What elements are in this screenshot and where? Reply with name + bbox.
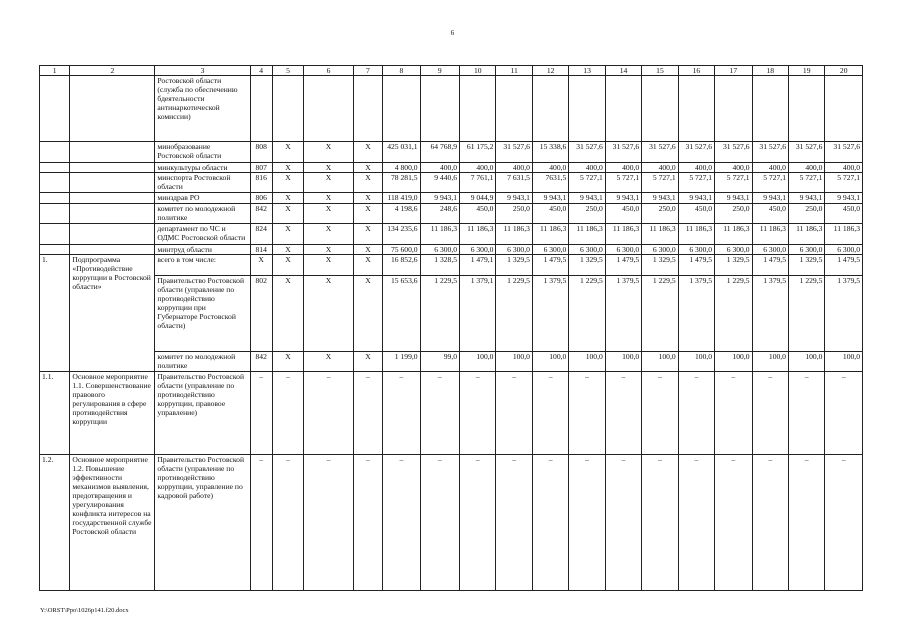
value-cell: 1 329,5	[715, 255, 752, 276]
value-cell: 9 943,1	[678, 193, 714, 204]
value-cell: 11 186,3	[605, 224, 641, 245]
value-cell: 61 175,2	[460, 142, 496, 163]
value-cell: X	[272, 352, 303, 372]
value-cell: 6 300,0	[752, 245, 788, 255]
value-cell: –	[460, 372, 496, 455]
value-cell: 9 943,1	[569, 193, 605, 204]
value-cell: 1 379,5	[752, 276, 788, 352]
value-cell: 7 761,1	[460, 173, 496, 193]
table-row	[40, 193, 863, 204]
value-cell: X	[304, 352, 354, 372]
value-cell: –	[788, 372, 824, 455]
value-cell: 100,0	[496, 352, 532, 372]
value-cell: X	[250, 255, 272, 276]
number-cell	[40, 245, 70, 255]
value-cell: X	[272, 173, 303, 193]
number-cell	[40, 142, 70, 163]
number-cell: 1.	[40, 255, 70, 372]
value-cell: X	[272, 163, 303, 173]
column-number-cell: 8	[383, 66, 420, 76]
value-cell: 450,0	[605, 204, 641, 224]
value-cell: 1 329,5	[496, 255, 532, 276]
value-cell: 134 235,6	[383, 224, 420, 245]
program-cell	[70, 245, 155, 255]
value-cell: 11 186,3	[825, 224, 863, 245]
table-row	[40, 245, 863, 255]
value-cell	[383, 76, 420, 142]
executor-cell: минздрав РО	[155, 193, 250, 204]
executor-cell: комитет по молодежной политике	[155, 352, 250, 372]
value-cell: X	[353, 204, 382, 224]
value-cell: –	[420, 455, 459, 591]
program-cell	[70, 142, 155, 163]
value-cell: 31 527,6	[715, 142, 752, 163]
number-cell: 1.2.	[40, 455, 70, 591]
value-cell: 814	[250, 245, 272, 255]
value-cell: X	[353, 163, 382, 173]
executor-cell: Правительство Ростовской области (управление по противодействию коррупции при Губернаторе Ростовской области)	[155, 276, 250, 352]
value-cell: 7631,5	[532, 173, 568, 193]
value-cell: –	[569, 372, 605, 455]
value-cell: 1 479,5	[825, 255, 863, 276]
value-cell: –	[383, 372, 420, 455]
column-number-cell: 2	[70, 66, 155, 76]
value-cell: –	[752, 372, 788, 455]
value-cell	[642, 76, 678, 142]
column-number-cell: 18	[752, 66, 788, 76]
value-cell: –	[678, 372, 714, 455]
executor-cell: минтруд области	[155, 245, 250, 255]
value-cell: –	[569, 455, 605, 591]
column-number-cell: 13	[569, 66, 605, 76]
table-row	[40, 372, 863, 455]
value-cell: 250,0	[642, 204, 678, 224]
value-cell: X	[353, 193, 382, 204]
value-cell: 1 479,5	[678, 255, 714, 276]
value-cell: 824	[250, 224, 272, 245]
value-cell: –	[752, 455, 788, 591]
value-cell: 9 440,6	[420, 173, 459, 193]
value-cell: X	[353, 245, 382, 255]
value-cell: 1 229,5	[715, 276, 752, 352]
table-row	[40, 255, 863, 276]
number-cell	[40, 193, 70, 204]
value-cell: 1 229,5	[569, 276, 605, 352]
value-cell: 1 379,1	[460, 276, 496, 352]
executor-cell: Ростовской области (служба по обеспечению бдеятельности антинаркотической комиссии)	[155, 76, 250, 142]
value-cell: X	[353, 224, 382, 245]
value-cell: –	[353, 455, 382, 591]
value-cell: 11 186,3	[532, 224, 568, 245]
value-cell: 9 943,1	[420, 193, 459, 204]
value-cell: –	[272, 372, 303, 455]
value-cell: 5 727,1	[678, 173, 714, 193]
value-cell	[420, 76, 459, 142]
value-cell: 6 300,0	[715, 245, 752, 255]
number-cell	[40, 163, 70, 173]
value-cell: X	[304, 163, 354, 173]
value-cell: X	[304, 142, 354, 163]
value-cell: 6 300,0	[825, 245, 863, 255]
value-cell: 450,0	[752, 204, 788, 224]
value-cell: –	[496, 455, 532, 591]
executor-cell: департамент по ЧС и ОДМС Ростовской области	[155, 224, 250, 245]
value-cell: 6 300,0	[642, 245, 678, 255]
value-cell: 5 727,1	[752, 173, 788, 193]
value-cell: 1 379,5	[825, 276, 863, 352]
program-cell: Основное мероприятие 1.2. Повышение эффективности механизмов выявления, предотвращения и урегулирования конфликта интересов на государственной службе Ростовской области	[70, 455, 155, 591]
value-cell: 15 653,6	[383, 276, 420, 352]
value-cell: 11 186,3	[788, 224, 824, 245]
value-cell: 100,0	[678, 352, 714, 372]
value-cell: 11 186,3	[752, 224, 788, 245]
value-cell: 1 329,5	[569, 255, 605, 276]
value-cell: 6 300,0	[460, 245, 496, 255]
value-cell: X	[353, 276, 382, 352]
number-cell	[40, 204, 70, 224]
value-cell: 248,6	[420, 204, 459, 224]
column-number-cell: 4	[250, 66, 272, 76]
value-cell: 6 300,0	[788, 245, 824, 255]
column-number-cell: 14	[605, 66, 641, 76]
value-cell: 31 527,6	[605, 142, 641, 163]
value-cell: 1 229,5	[496, 276, 532, 352]
value-cell: 806	[250, 193, 272, 204]
value-cell	[460, 76, 496, 142]
value-cell: –	[715, 455, 752, 591]
value-cell: X	[304, 255, 354, 276]
page-number: 6	[450, 29, 455, 37]
value-cell: –	[272, 455, 303, 591]
value-cell: 5 727,1	[788, 173, 824, 193]
value-cell: 5 727,1	[569, 173, 605, 193]
value-cell: 11 186,3	[715, 224, 752, 245]
value-cell: X	[304, 193, 354, 204]
value-cell: –	[715, 372, 752, 455]
file-path: Y:\ORST\Ppo\1026p141.f20.docx	[40, 607, 129, 614]
value-cell: 78 281,5	[383, 173, 420, 193]
value-cell: –	[605, 455, 641, 591]
value-cell: 100,0	[715, 352, 752, 372]
value-cell: 9 943,1	[642, 193, 678, 204]
value-cell: 802	[250, 276, 272, 352]
value-cell: 400,0	[788, 163, 824, 173]
program-cell	[70, 193, 155, 204]
executor-cell: всего в том числе:	[155, 255, 250, 276]
value-cell: 9 943,1	[496, 193, 532, 204]
column-number-cell: 15	[642, 66, 678, 76]
value-cell	[825, 76, 863, 142]
value-cell: 100,0	[532, 352, 568, 372]
value-cell: 9 943,1	[788, 193, 824, 204]
value-cell: 100,0	[752, 352, 788, 372]
number-cell	[40, 76, 70, 142]
value-cell: 6 300,0	[678, 245, 714, 255]
value-cell: –	[642, 372, 678, 455]
program-cell	[70, 163, 155, 173]
value-cell: 400,0	[642, 163, 678, 173]
value-cell: 400,0	[752, 163, 788, 173]
value-cell	[272, 76, 303, 142]
column-number-cell: 1	[40, 66, 70, 76]
value-cell: X	[272, 204, 303, 224]
value-cell: X	[304, 224, 354, 245]
column-number-cell: 3	[155, 66, 250, 76]
value-cell: 450,0	[532, 204, 568, 224]
value-cell: 250,0	[569, 204, 605, 224]
value-cell: X	[304, 204, 354, 224]
value-cell: –	[383, 455, 420, 591]
value-cell: 100,0	[460, 352, 496, 372]
value-cell: 31 527,6	[752, 142, 788, 163]
value-cell: X	[304, 245, 354, 255]
number-cell: 1.1.	[40, 372, 70, 455]
value-cell: 11 186,3	[420, 224, 459, 245]
budget-table	[39, 65, 863, 591]
program-cell	[70, 173, 155, 193]
value-cell: X	[353, 255, 382, 276]
value-cell: 425 031,1	[383, 142, 420, 163]
value-cell: 9 943,1	[715, 193, 752, 204]
column-number-cell: 20	[825, 66, 863, 76]
value-cell: 1 479,5	[605, 255, 641, 276]
value-cell	[788, 76, 824, 142]
value-cell: 1 329,5	[788, 255, 824, 276]
value-cell: 6 300,0	[496, 245, 532, 255]
value-cell: 100,0	[788, 352, 824, 372]
value-cell: –	[496, 372, 532, 455]
value-cell: 11 186,3	[496, 224, 532, 245]
column-number-cell: 11	[496, 66, 532, 76]
value-cell: 9 943,1	[825, 193, 863, 204]
value-cell: –	[642, 455, 678, 591]
value-cell: 6 300,0	[420, 245, 459, 255]
value-cell: 1 229,5	[788, 276, 824, 352]
value-cell: 31 527,6	[825, 142, 863, 163]
value-cell: 1 229,5	[642, 276, 678, 352]
value-cell: 5 727,1	[825, 173, 863, 193]
value-cell	[250, 76, 272, 142]
value-cell: 1 379,5	[678, 276, 714, 352]
value-cell: –	[304, 372, 354, 455]
column-number-cell: 9	[420, 66, 459, 76]
value-cell: 250,0	[788, 204, 824, 224]
table-row	[40, 142, 863, 163]
value-cell: 400,0	[715, 163, 752, 173]
value-cell: 1 199,0	[383, 352, 420, 372]
value-cell: 400,0	[496, 163, 532, 173]
value-cell: 250,0	[496, 204, 532, 224]
value-cell: 4 800,0	[383, 163, 420, 173]
table-row	[40, 173, 863, 193]
executor-cell: комитет по молодежной политике	[155, 204, 250, 224]
program-cell: Основное мероприятие 1.1. Совершенствование правового регулирования в сфере противодействия коррупции	[70, 372, 155, 455]
value-cell: 1 379,5	[532, 276, 568, 352]
executor-cell: Правительство Ростовской области (управление по противодействию коррупции, управление по кадровой работе)	[155, 455, 250, 591]
value-cell: X	[353, 173, 382, 193]
column-number-cell: 16	[678, 66, 714, 76]
value-cell: X	[304, 173, 354, 193]
executor-cell: минспорта Ростовской области	[155, 173, 250, 193]
value-cell: 400,0	[420, 163, 459, 173]
value-cell: X	[304, 276, 354, 352]
value-cell: 808	[250, 142, 272, 163]
value-cell	[678, 76, 714, 142]
program-cell	[70, 76, 155, 142]
value-cell: –	[605, 372, 641, 455]
value-cell	[304, 76, 354, 142]
number-cell	[40, 173, 70, 193]
value-cell: 250,0	[715, 204, 752, 224]
value-cell: –	[788, 455, 824, 591]
value-cell: –	[825, 455, 863, 591]
value-cell	[496, 76, 532, 142]
value-cell: 31 527,6	[496, 142, 532, 163]
value-cell: X	[272, 142, 303, 163]
value-cell: 100,0	[569, 352, 605, 372]
program-cell	[70, 204, 155, 224]
value-cell: –	[304, 455, 354, 591]
value-cell: 100,0	[605, 352, 641, 372]
value-cell: X	[353, 142, 382, 163]
value-cell: 31 527,6	[642, 142, 678, 163]
column-number-cell: 7	[353, 66, 382, 76]
value-cell: 11 186,3	[460, 224, 496, 245]
value-cell: 9 943,1	[752, 193, 788, 204]
value-cell: 100,0	[642, 352, 678, 372]
value-cell: 6 300,0	[569, 245, 605, 255]
value-cell: 5 727,1	[642, 173, 678, 193]
value-cell: 31 527,6	[678, 142, 714, 163]
value-cell: 450,0	[678, 204, 714, 224]
executor-cell: Правительство Ростовской области (управление по противодействию коррупции, правовое управление)	[155, 372, 250, 455]
value-cell: 118 419,0	[383, 193, 420, 204]
value-cell: 842	[250, 352, 272, 372]
value-cell	[569, 76, 605, 142]
value-cell: X	[272, 224, 303, 245]
executor-cell: минкультуры области	[155, 163, 250, 173]
value-cell: 7 631,5	[496, 173, 532, 193]
value-cell: –	[420, 372, 459, 455]
value-cell: –	[250, 455, 272, 591]
value-cell: 1 479,5	[752, 255, 788, 276]
value-cell: 842	[250, 204, 272, 224]
executor-cell: минобразование Ростовской области	[155, 142, 250, 163]
table-row	[40, 204, 863, 224]
header-row	[40, 66, 863, 76]
table-row	[40, 352, 863, 372]
value-cell: –	[532, 455, 568, 591]
value-cell: X	[272, 193, 303, 204]
program-cell: Подпрограмма «Противодействие коррупции в Ростовской области»	[70, 255, 155, 372]
column-number-cell: 6	[304, 66, 354, 76]
value-cell: 15 338,6	[532, 142, 568, 163]
value-cell: 400,0	[825, 163, 863, 173]
value-cell: 1 229,5	[420, 276, 459, 352]
table-row	[40, 276, 863, 352]
value-cell: 400,0	[605, 163, 641, 173]
value-cell: 1 479,1	[460, 255, 496, 276]
number-cell	[40, 224, 70, 245]
value-cell: 11 186,3	[642, 224, 678, 245]
value-cell: X	[272, 276, 303, 352]
value-cell: 6 300,0	[605, 245, 641, 255]
value-cell: 100,0	[825, 352, 863, 372]
value-cell: 9 943,1	[532, 193, 568, 204]
column-number-cell: 19	[788, 66, 824, 76]
value-cell: –	[460, 455, 496, 591]
value-cell: X	[353, 352, 382, 372]
value-cell: –	[825, 372, 863, 455]
column-number-cell: 17	[715, 66, 752, 76]
value-cell	[353, 76, 382, 142]
value-cell	[605, 76, 641, 142]
value-cell: X	[272, 245, 303, 255]
value-cell: 400,0	[569, 163, 605, 173]
value-cell: 16 852,6	[383, 255, 420, 276]
value-cell: 1 479,5	[532, 255, 568, 276]
column-number-cell: 10	[460, 66, 496, 76]
value-cell: 99,0	[420, 352, 459, 372]
value-cell: 400,0	[532, 163, 568, 173]
column-number-cell: 5	[272, 66, 303, 76]
value-cell: 807	[250, 163, 272, 173]
value-cell: –	[532, 372, 568, 455]
value-cell: 9 044,9	[460, 193, 496, 204]
value-cell: 6 300,0	[532, 245, 568, 255]
value-cell: 5 727,1	[715, 173, 752, 193]
value-cell: 5 727,1	[605, 173, 641, 193]
table-row	[40, 163, 863, 173]
value-cell: –	[250, 372, 272, 455]
value-cell: 816	[250, 173, 272, 193]
program-cell	[70, 224, 155, 245]
value-cell: 9 943,1	[605, 193, 641, 204]
table-row	[40, 224, 863, 245]
value-cell: 11 186,3	[678, 224, 714, 245]
value-cell: 31 527,6	[569, 142, 605, 163]
value-cell: 400,0	[678, 163, 714, 173]
value-cell: 4 198,6	[383, 204, 420, 224]
value-cell	[715, 76, 752, 142]
value-cell	[752, 76, 788, 142]
table-row	[40, 455, 863, 591]
value-cell: 450,0	[460, 204, 496, 224]
value-cell: 31 527,6	[788, 142, 824, 163]
value-cell: 450,0	[825, 204, 863, 224]
column-number-cell: 12	[532, 66, 568, 76]
value-cell: X	[272, 255, 303, 276]
value-cell: 75 600,0	[383, 245, 420, 255]
value-cell: 400,0	[460, 163, 496, 173]
value-cell: 1 329,5	[642, 255, 678, 276]
value-cell: 1 379,5	[605, 276, 641, 352]
value-cell	[532, 76, 568, 142]
value-cell: –	[353, 372, 382, 455]
value-cell: –	[678, 455, 714, 591]
value-cell: 64 768,9	[420, 142, 459, 163]
table-row	[40, 76, 863, 142]
value-cell: 11 186,3	[569, 224, 605, 245]
value-cell: 1 328,5	[420, 255, 459, 276]
